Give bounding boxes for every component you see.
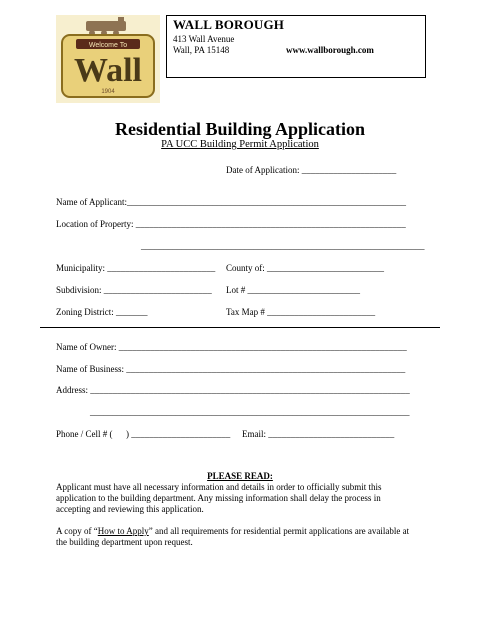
logo-welcome-text: Welcome To [88, 42, 128, 49]
page-subtitle: PA UCC Building Permit Application [161, 139, 319, 150]
page-title: Residential Building Application [114, 119, 366, 139]
subdivision-field[interactable]: Subdivision: ________________________ [56, 285, 212, 295]
municipality-field[interactable]: Municipality: ________________________ [56, 263, 216, 273]
org-name: WALL BOROUGH [173, 17, 285, 32]
please-read-heading: PLEASE READ: [207, 471, 273, 481]
zoning-field[interactable]: Zoning District: _______ [56, 307, 148, 317]
applicant-field[interactable]: Name of Applicant:______________________________________________________________ [56, 197, 406, 207]
owner-field[interactable]: Name of Owner: ________________________________________________________________ [56, 342, 407, 352]
how-to-apply-link[interactable]: How to Apply [97, 526, 149, 536]
notice-text-before: A copy of “ [56, 526, 98, 536]
logo-graphic [56, 15, 160, 103]
notice-paragraph-1: Applicant must have all necessary information and details in order to officially submit this application to the building department. Any missing information shall delay the process in accepting and reviewing this application. [56, 482, 382, 514]
header-box [166, 15, 426, 78]
date-field[interactable]: Date of Application: _____________________ [226, 165, 397, 175]
tax-map-field[interactable]: Tax Map # ________________________ [226, 307, 376, 317]
address-field[interactable]: Address: _______________________________________________________________________ [56, 385, 410, 395]
county-field[interactable]: County of: __________________________ [226, 263, 385, 273]
notice-text-after: ” and all requirements for residential permit applications are available at the building department upon request. [56, 526, 410, 547]
address-cont-field[interactable]: _______________________________________________________________________ [90, 407, 410, 417]
borough-logo [56, 15, 160, 103]
location-cont-field[interactable]: _______________________________________________________________ [141, 241, 425, 251]
website-link[interactable]: www.wallborough.com [286, 45, 374, 55]
email-field[interactable]: Email: ____________________________ [242, 429, 395, 439]
address-line-1: 413 Wall Avenue [173, 34, 235, 44]
section-divider [40, 327, 440, 328]
address-line-2: Wall, PA 15148 [173, 45, 230, 55]
notice-paragraph-2 [56, 526, 416, 548]
business-field[interactable]: Name of Business: ______________________________________________________________ [56, 364, 406, 374]
logo-year-text: 1904 [101, 89, 115, 95]
logo-wall-text: Wall [73, 52, 143, 89]
location-field[interactable]: Location of Property: ____________________________________________________________ [56, 219, 406, 229]
lot-field[interactable]: Lot # _________________________ [226, 285, 360, 295]
phone-field[interactable]: Phone / Cell # ( ) ______________________ [56, 429, 231, 439]
